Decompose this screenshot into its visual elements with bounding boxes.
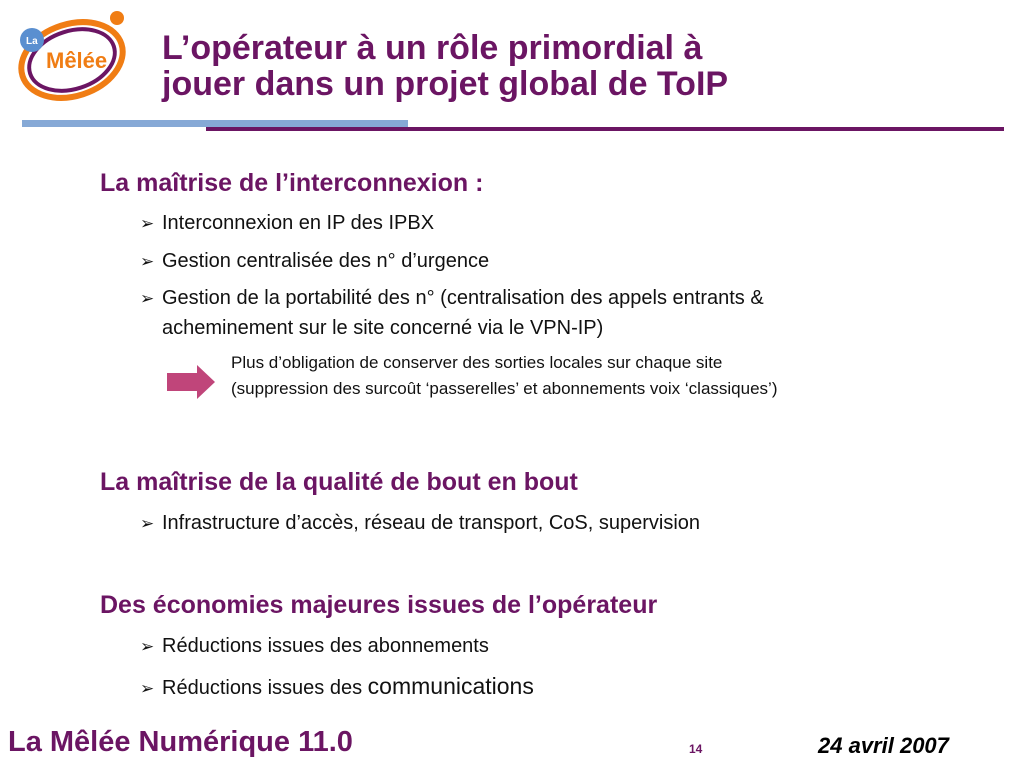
bullet-arrow-icon: ➢ — [140, 637, 155, 656]
bullet-item — [140, 283, 990, 314]
bullet-text: Réductions issues des abonnements — [162, 635, 489, 657]
bullet-item — [140, 631, 990, 662]
bullet-item — [140, 246, 990, 277]
bullet-text-large: communications — [367, 673, 534, 699]
bullet-item — [140, 671, 990, 704]
bullet-text: Gestion centralisée des n° d’urgence — [162, 250, 490, 272]
bullet-arrow-icon: ➢ — [140, 514, 155, 533]
sub-note-line-2: (suppression des surcoût ‘passerelles’ et abonnements voix ‘classiques’) — [231, 379, 778, 398]
bullet-item — [140, 208, 990, 239]
bullet-text: Interconnexion en IP des IPBX — [162, 212, 435, 234]
title-line-1: L’opérateur à un rôle primordial à — [162, 29, 703, 67]
bullet-arrow-icon: ➢ — [140, 214, 155, 233]
footer-date: 24 avril 2007 — [818, 733, 949, 758]
bullet-text: Gestion de la portabilité des n° (centralisation des appels entrants & — [162, 287, 764, 309]
section-heading-interconnexion: La maîtrise de l’interconnexion : — [100, 169, 484, 197]
right-arrow-icon — [167, 365, 215, 399]
sub-note-line-1: Plus d’obligation de conserver des sorties locales sur chaque site — [231, 353, 723, 372]
bullet-continuation: acheminement sur le site concerné via le VPN-IP) — [162, 317, 604, 339]
sub-note — [231, 350, 1011, 402]
bullet-arrow-icon: ➢ — [140, 289, 155, 308]
bullet-item — [140, 508, 990, 539]
logo-orange-dot — [110, 11, 124, 25]
bullet-arrow-icon: ➢ — [140, 679, 155, 698]
title-rule-purple — [206, 127, 1004, 131]
section-heading-qualite: La maîtrise de la qualité de bout en bout — [100, 468, 578, 496]
bullet-arrow-icon: ➢ — [140, 252, 155, 271]
la-melee-logo — [14, 6, 134, 104]
bullet-text: Infrastructure d’accès, réseau de transport, CoS, supervision — [162, 512, 701, 534]
logo-small-text: La — [26, 36, 38, 47]
title-line-2: jouer dans un projet global de ToIP — [162, 65, 729, 103]
bullet-text: Réductions issues des — [162, 677, 368, 699]
footer-event-name: La Mêlée Numérique 11.0 — [8, 726, 353, 758]
slide-title — [162, 30, 1002, 102]
section-heading-economies: Des économies majeures issues de l’opérateur — [100, 591, 658, 619]
page-number: 14 — [689, 742, 703, 756]
logo-text: Mêlée — [46, 48, 108, 73]
title-rule-blue — [22, 120, 408, 127]
